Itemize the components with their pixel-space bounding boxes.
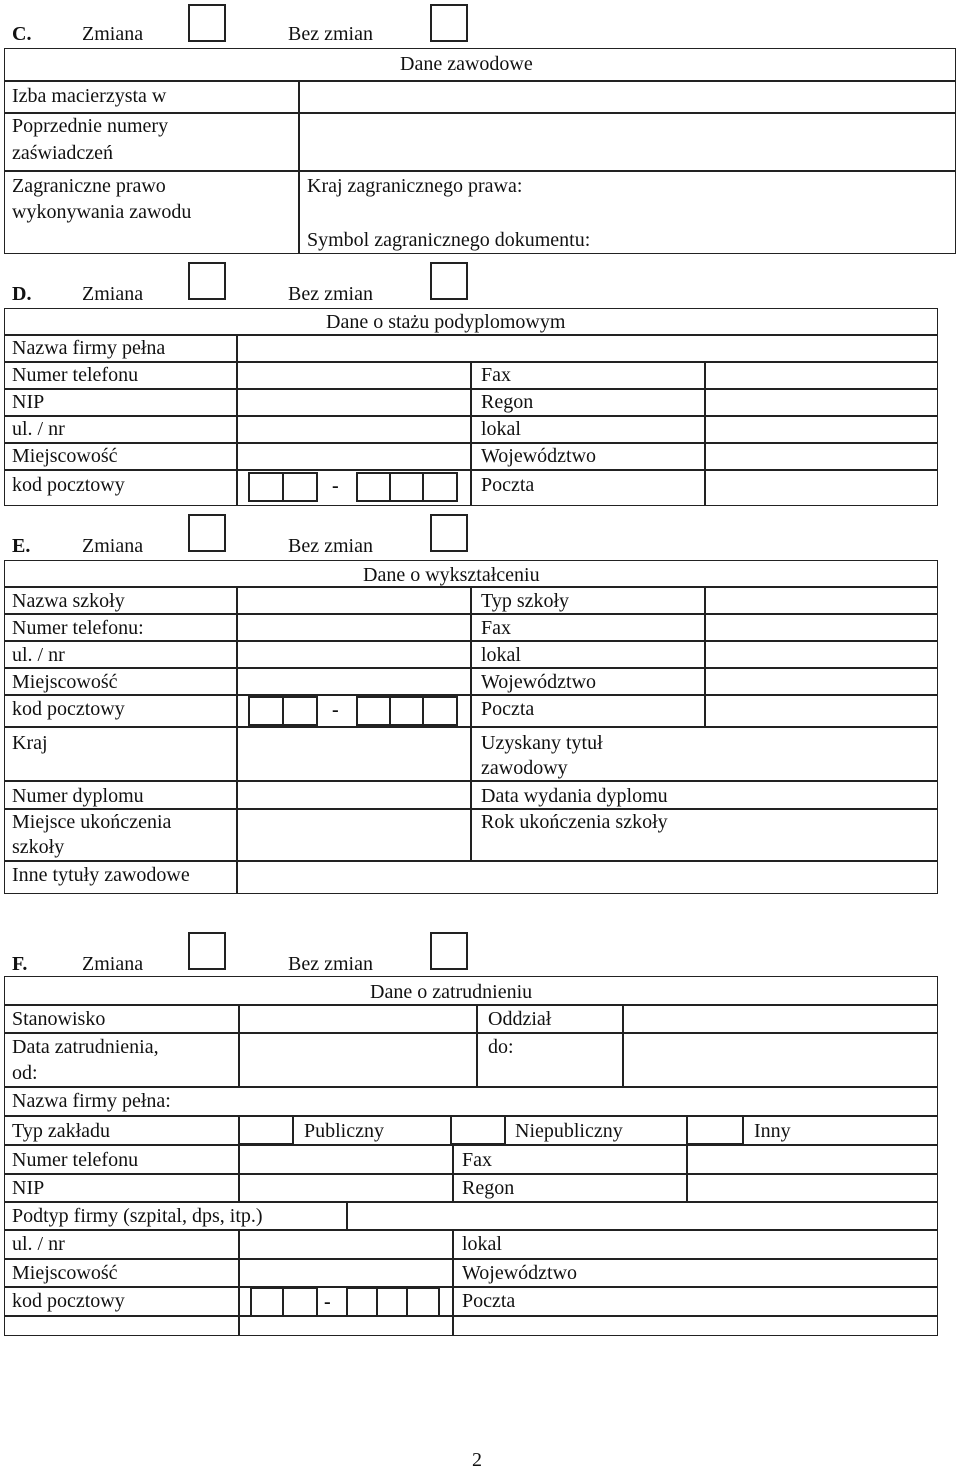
section-f-nochange-label: Bez zmian (288, 953, 373, 975)
divider (4, 1229, 938, 1231)
postal-code-box-a[interactable] (250, 1287, 318, 1317)
section-f-nochange-checkbox[interactable] (430, 932, 468, 970)
foreign-document-field[interactable]: Symbol zagranicznego dokumentu: (307, 229, 591, 251)
other-type-label: Inny (754, 1120, 791, 1142)
section-e-change-checkbox[interactable] (188, 514, 226, 552)
company-name-label: Nazwa firmy pełna: (12, 1090, 171, 1112)
section-c-change-label: Zmiana (82, 23, 144, 45)
voivodeship-label: Województwo (481, 671, 597, 693)
foreign-right-label-2: wykonywania zawodu (12, 201, 192, 223)
regon-label: Regon (462, 1177, 515, 1199)
foreign-country-field[interactable]: Kraj zagranicznego prawa: (307, 175, 523, 197)
section-c-nochange-label: Bez zmian (288, 23, 373, 45)
divider (452, 1229, 454, 1336)
school-name-label: Nazwa szkoły (12, 590, 125, 612)
divider (686, 1144, 688, 1201)
postal-code-box-b[interactable] (356, 696, 458, 726)
divider (238, 1004, 240, 1086)
divider (376, 1287, 378, 1317)
phone-label: Numer telefonu (12, 1149, 139, 1171)
non-public-checkbox[interactable] (450, 1115, 506, 1145)
employment-to-label: do: (488, 1036, 514, 1058)
divider (282, 1287, 284, 1317)
prev-numbers-label-2: zaświadczeń (12, 142, 114, 164)
position-label: Stanowisko (12, 1008, 106, 1030)
divider (4, 1004, 938, 1006)
divider (4, 1315, 938, 1317)
divider (452, 1144, 454, 1201)
prev-numbers-label-1: Poprzednie numery (12, 115, 169, 137)
section-f-letter: F. (12, 953, 28, 975)
nip-label: NIP (12, 391, 45, 413)
facility-type-label: Typ zakładu (12, 1120, 111, 1142)
divider (470, 361, 472, 506)
divider (238, 1229, 240, 1336)
postal-code-label: kod pocztowy (12, 474, 125, 496)
section-e-header: Dane o wykształceniu (363, 564, 540, 586)
fax-label: Fax (462, 1149, 492, 1171)
izba-label: Izba macierzysta w (12, 85, 167, 107)
divider (704, 586, 706, 727)
divider (4, 1173, 938, 1175)
divider (4, 334, 938, 336)
divider (236, 586, 238, 894)
school-type-label: Typ szkoły (481, 590, 570, 612)
divider (236, 334, 238, 506)
fax-label: Fax (481, 364, 511, 386)
other-titles-label: Inne tytuły zawodowe (12, 864, 190, 886)
section-e-nochange-label: Bez zmian (288, 535, 373, 557)
company-subtype-label: Podtyp firmy (szpital, dps, itp.) (12, 1205, 263, 1227)
employment-date-label-2: od: (12, 1062, 38, 1084)
section-c-change-checkbox[interactable] (188, 4, 226, 42)
street-label: ul. / nr (12, 1233, 65, 1255)
divider (470, 586, 472, 860)
voivodeship-label: Województwo (462, 1262, 578, 1284)
company-name-label: Nazwa firmy pełna (12, 337, 166, 359)
divider (4, 170, 956, 172)
section-c-nochange-checkbox[interactable] (430, 4, 468, 42)
section-d-change-label: Zmiana (82, 283, 144, 305)
divider (406, 1287, 408, 1317)
postal-code-box-b[interactable] (346, 1287, 440, 1317)
diploma-number-label: Numer dyplomu (12, 785, 144, 807)
public-checkbox[interactable] (238, 1115, 294, 1145)
section-e-letter: E. (12, 535, 31, 557)
divider (346, 1201, 348, 1229)
post-office-label: Poczta (462, 1290, 516, 1312)
street-label: ul. / nr (12, 418, 65, 440)
employment-date-label-1: Data zatrudnienia, (12, 1036, 159, 1058)
nip-label: NIP (12, 1177, 45, 1199)
regon-label: Regon (481, 391, 534, 413)
izba-field[interactable] (300, 82, 954, 111)
section-d-nochange-checkbox[interactable] (430, 262, 468, 300)
section-d-header: Dane o stażu podyplomowym (326, 311, 566, 333)
divider (4, 860, 938, 862)
title-label-1: Uzyskany tytuł (481, 732, 603, 754)
fax-label: Fax (481, 617, 511, 639)
divider (4, 1286, 938, 1288)
postal-code-label: kod pocztowy (12, 1290, 125, 1312)
section-e-nochange-checkbox[interactable] (430, 514, 468, 552)
phone-label: Numer telefonu (12, 364, 139, 386)
city-label: Miejscowość (12, 1262, 118, 1284)
voivodeship-label: Województwo (481, 445, 597, 467)
graduation-place-label-1: Miejsce ukończenia (12, 811, 172, 833)
lokal-label: lokal (481, 644, 521, 666)
divider (4, 1086, 938, 1088)
post-office-label: Poczta (481, 698, 535, 720)
divider (4, 1258, 938, 1260)
prev-numbers-field[interactable] (300, 114, 954, 169)
section-f-change-checkbox[interactable] (188, 932, 226, 970)
phone-label: Numer telefonu: (12, 617, 144, 639)
non-public-label: Niepubliczny (515, 1120, 623, 1142)
divider (476, 1004, 478, 1086)
department-label: Oddział (488, 1008, 552, 1030)
divider (4, 1201, 938, 1203)
divider (389, 696, 391, 726)
section-d-nochange-label: Bez zmian (288, 283, 373, 305)
divider (282, 696, 284, 726)
postal-code-dash: - (332, 699, 339, 721)
postal-code-label: kod pocztowy (12, 698, 125, 720)
title-label-2: zawodowy (481, 757, 568, 779)
section-c-header: Dane zawodowe (400, 53, 533, 75)
section-f-header: Dane o zatrudnieniu (370, 981, 533, 1003)
divider (704, 361, 706, 506)
public-label: Publiczny (304, 1120, 384, 1142)
postal-code-dash: - (324, 1291, 331, 1313)
postal-code-dash: - (332, 475, 339, 497)
foreign-right-label-1: Zagraniczne prawo (12, 175, 166, 197)
post-office-label: Poczta (481, 474, 535, 496)
section-f-change-label: Zmiana (82, 953, 144, 975)
divider (389, 472, 391, 502)
postal-code-box-b[interactable] (356, 472, 458, 502)
page-number: 2 (472, 1449, 482, 1471)
divider (4, 1032, 938, 1034)
street-label: ul. / nr (12, 644, 65, 666)
section-d-letter: D. (12, 283, 32, 305)
graduation-year-label: Rok ukończenia szkoły (481, 811, 668, 833)
section-d-change-checkbox[interactable] (188, 262, 226, 300)
city-label: Miejscowość (12, 671, 118, 693)
divider (422, 696, 424, 726)
diploma-date-label: Data wydania dyplomu (481, 785, 668, 807)
lokal-label: lokal (462, 1233, 502, 1255)
divider (422, 472, 424, 502)
divider (622, 1004, 624, 1086)
city-label: Miejscowość (12, 445, 118, 467)
divider (282, 472, 284, 502)
section-c-letter: C. (12, 23, 32, 45)
country-label: Kraj (12, 732, 48, 754)
other-type-checkbox[interactable] (686, 1115, 744, 1145)
graduation-place-label-2: szkoły (12, 836, 65, 858)
lokal-label: lokal (481, 418, 521, 440)
divider (238, 1144, 240, 1201)
section-e-change-label: Zmiana (82, 535, 144, 557)
